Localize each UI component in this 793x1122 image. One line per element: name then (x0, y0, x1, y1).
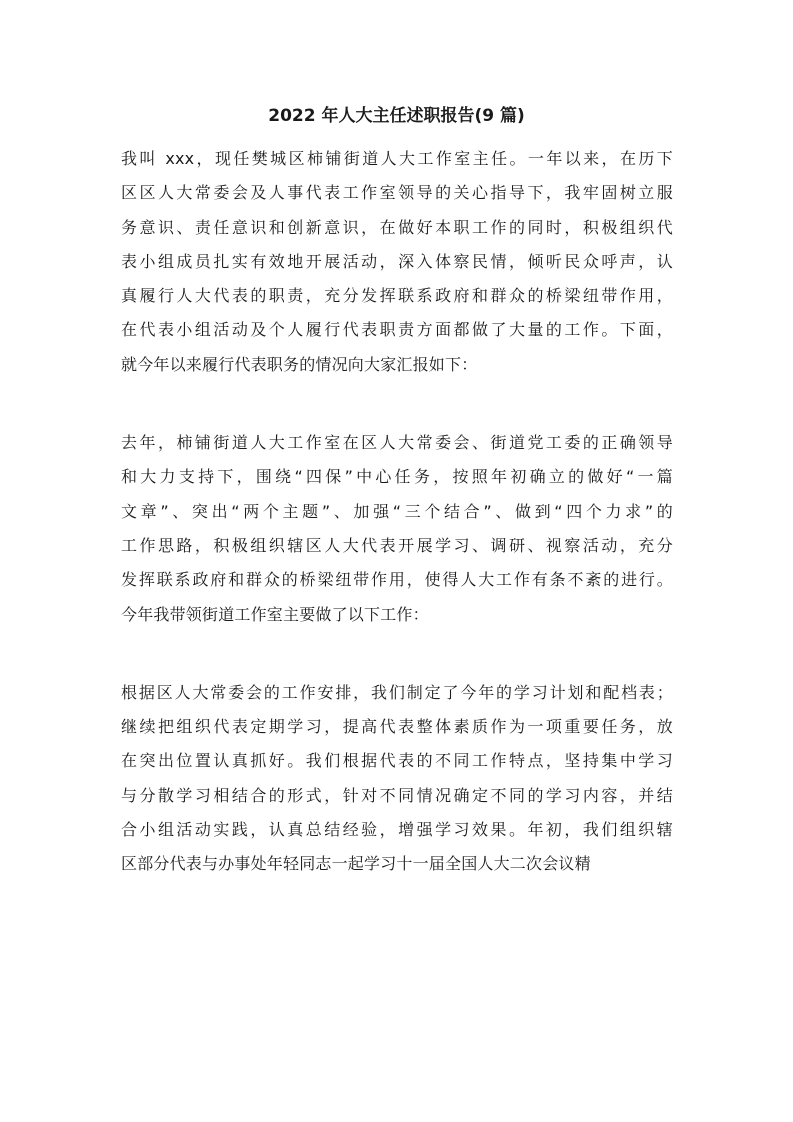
text-line: 区区人大常委会及人事代表工作室领导的关心指导下，我牢固树立服 (121, 183, 673, 203)
text-line: 去年，柿铺街道人大工作室在区人大常委会、街道党工委的正确领导 (121, 433, 673, 453)
document-body (121, 142, 673, 882)
text-line: 区部分代表与办事处年轻同志一起学习十一届全国人大二次会议精 (121, 854, 591, 874)
text-line: 在代表小组活动及个人履行代表职责方面都做了大量的工作。下面， (121, 320, 673, 340)
text-line: 根据区人大常委会的工作安排，我们制定了今年的学习计划和配档表； (121, 682, 673, 702)
text-line: 今年我带领街道工作室主要做了以下工作： (121, 604, 429, 624)
text-line: 在突出位置认真抓好。我们根据代表的不同工作特点，坚持集中学习 (121, 751, 673, 771)
paragraph (121, 142, 673, 382)
text-line: 务意识、责任意识和创新意识，在做好本职工作的同时，积极组织代 (121, 217, 673, 237)
document-title: 2022 年人大主任述职报告(9 篇) (268, 106, 525, 126)
text-line: 工作思路，积极组织辖区人大代表开展学习、调研、视察活动，充分 (121, 535, 673, 555)
text-line: 合小组活动实践，认真总结经验，增强学习效果。年初，我们组织辖 (121, 820, 673, 840)
paragraph (121, 426, 673, 632)
text-line: 继续把组织代表定期学习，提高代表整体素质作为一项重要任务，放 (121, 717, 673, 737)
text-line: 我叫 xxx，现任樊城区柿铺街道人大工作室主任。一年以来，在历下 (121, 149, 673, 168)
text-line: 就今年以来履行代表职务的情况向大家汇报如下： (121, 354, 478, 374)
text-line: 与分散学习相结合的形式，针对不同情况确定不同的学习内容，并结 (121, 785, 673, 805)
paragraph (121, 676, 673, 882)
text-line: 真履行人大代表的职责，充分发挥联系政府和群众的桥梁纽带作用， (121, 286, 673, 306)
text-line: 发挥联系政府和群众的桥梁纽带作用，使得人大工作有条不紊的进行。 (121, 570, 673, 590)
text-line: 文章”、突出“两个主题”、加强“三个结合”、做到“四个力求”的 (121, 501, 673, 521)
text-line: 表小组成员扎实有效地开展活动，深入体察民情，倾听民众呼声，认 (121, 251, 673, 271)
text-line: 和大力支持下，围绕“四保”中心任务，按照年初确立的做好“一篇 (121, 467, 673, 487)
